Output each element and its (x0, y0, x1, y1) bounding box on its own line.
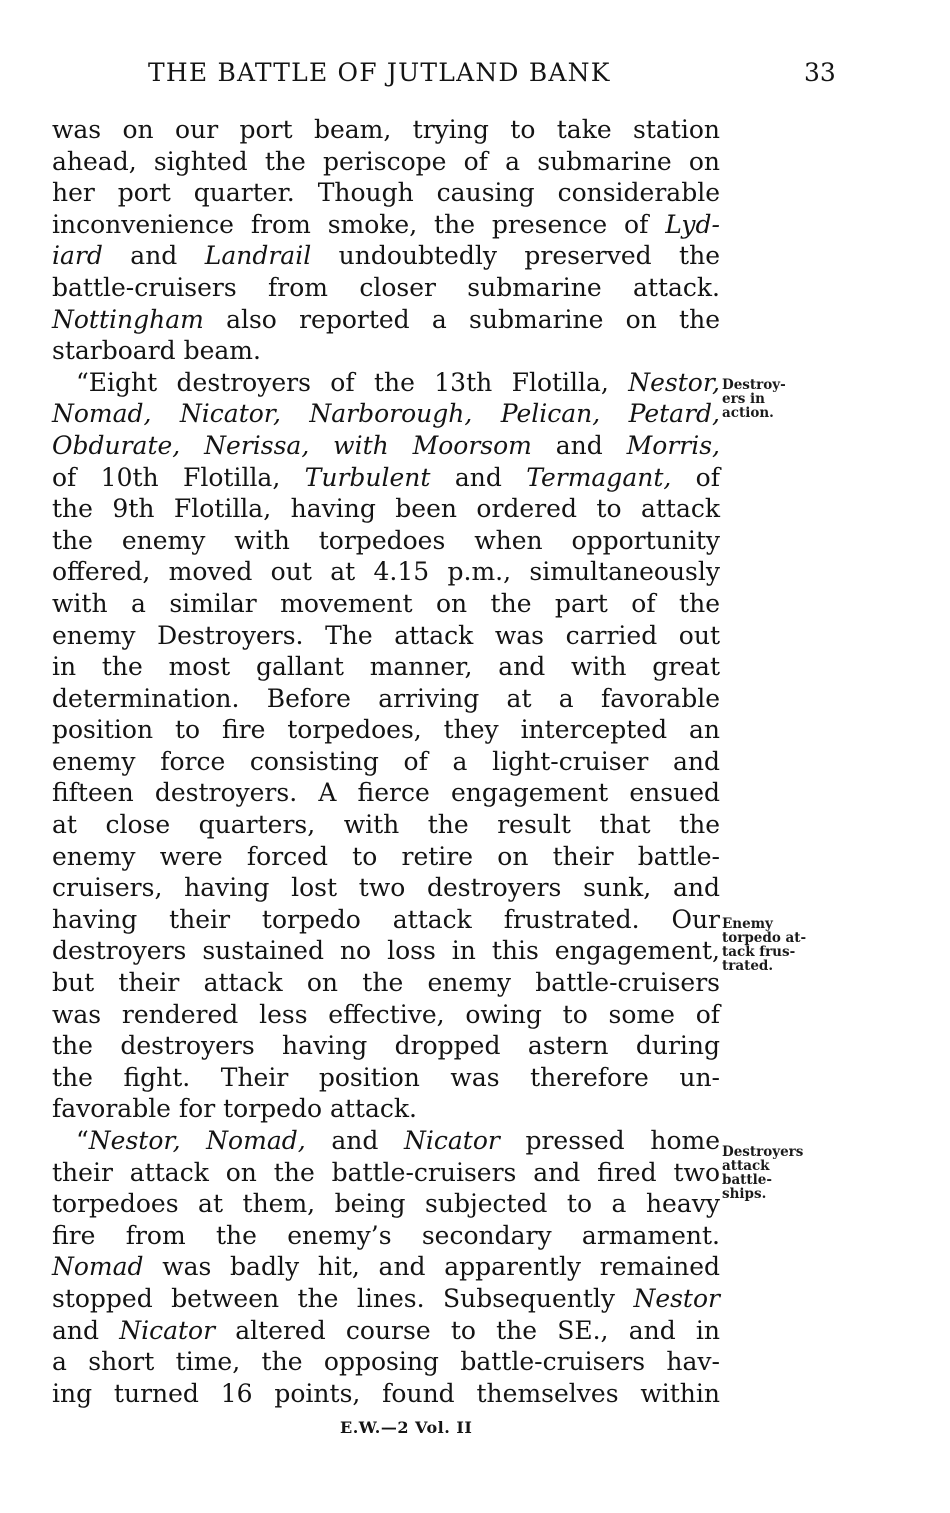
text-line (52, 1283, 720, 1315)
text-segment: Nomad (52, 1252, 144, 1282)
running-header (0, 50, 950, 90)
text-segment: was badly hit, and apparently remained (143, 1252, 720, 1282)
text-segment: the fight. Their position was therefore un- (52, 1062, 720, 1092)
text-segment: cruisers, having lost two destroyers sunk, and (52, 873, 720, 903)
text-segment: a short time, the opposing battle-cruisers hav- (52, 1347, 720, 1377)
text-line (52, 177, 720, 209)
text-segment: favorable for torpedo attack. (52, 1094, 417, 1124)
text-line (52, 1157, 720, 1189)
text-segment: battle-cruisers from closer submarine attack. (52, 272, 720, 302)
text-segment: Nestor, Nomad, (88, 1126, 306, 1155)
text-segment: inconvenience from smoke, the presence of (52, 209, 666, 239)
text-line (52, 493, 720, 525)
text-line (52, 746, 720, 778)
text-line (52, 146, 720, 178)
text-segment: pressed home (499, 1126, 720, 1155)
sidenote-line: ers in (722, 391, 765, 407)
sidenote-line: trated. (722, 958, 774, 974)
text-line (52, 335, 720, 367)
text-line (52, 651, 720, 683)
text-line (52, 556, 720, 588)
text-line (52, 1220, 720, 1252)
text-segment: enemy force consisting of a light-cruiser and (52, 746, 720, 776)
text-line (52, 588, 720, 620)
text-segment: their attack on the battle-cruisers and fired two (52, 1157, 720, 1187)
text-line (52, 1378, 720, 1410)
text-line (52, 114, 720, 146)
text-line (52, 999, 720, 1031)
text-segment: was rendered less effective, owing to some of (52, 999, 720, 1029)
body-text (52, 114, 720, 1409)
sidenote-destroyers-attack (722, 1145, 803, 1201)
sidenote-line: battle- (722, 1172, 772, 1188)
text-segment: destroyers sustained no loss in this engagement, (52, 936, 720, 966)
text-segment: and (102, 241, 205, 271)
text-line (52, 841, 720, 873)
text-line (52, 935, 720, 967)
text-line (52, 304, 720, 336)
text-line (52, 904, 720, 936)
text-segment: torpedoes at them, being subjected to a heavy (52, 1189, 720, 1219)
text-segment: “Eight destroyers of the 13th Flotilla, (76, 367, 629, 397)
text-line (52, 525, 720, 557)
text-segment: offered, moved out at 4.15 p.m., simultaneously (52, 557, 720, 587)
text-segment: Termagant, (526, 462, 672, 492)
text-segment: Nottingham (52, 304, 204, 334)
text-line (52, 272, 720, 304)
text-segment: “ (76, 1126, 89, 1155)
text-segment: Turbulent (304, 462, 431, 492)
text-segment: Nestor (633, 1283, 720, 1313)
text-segment: stopped between the lines. Subsequently (52, 1283, 634, 1313)
text-segment: and (305, 1126, 404, 1155)
text-segment: and (531, 430, 627, 460)
text-segment: Nestor, (628, 367, 720, 397)
text-segment: Nicator (119, 1315, 216, 1345)
text-segment: Obdurate, Nerissa, with Moorsom (52, 430, 532, 460)
text-segment: was on our port beam, trying to take station (52, 115, 720, 144)
text-segment: iard (52, 241, 103, 271)
text-line (52, 777, 720, 809)
text-line (52, 809, 720, 841)
text-segment: Nicator (404, 1126, 500, 1155)
text-segment: determination. Before arriving at a favorable (52, 683, 720, 713)
text-segment: and (52, 1315, 120, 1345)
text-segment: starboard beam. (52, 336, 261, 366)
running-title: THE BATTLE OF JUTLAND BANK (148, 58, 611, 87)
text-segment: of 10th Flotilla, (52, 462, 305, 492)
text-segment: enemy were forced to retire on their battle- (52, 841, 720, 871)
text-line (52, 714, 720, 746)
sidenote-line: tack frus- (722, 944, 796, 960)
text-line (52, 1125, 720, 1157)
text-line (52, 240, 720, 272)
sidenote-line: Destroyers (722, 1144, 804, 1160)
text-line (52, 967, 720, 999)
page-number: 33 (804, 58, 836, 87)
text-segment: also reported a submarine on the (203, 304, 720, 334)
text-line (52, 1093, 720, 1125)
text-segment: altered course to the SE., and in (215, 1315, 720, 1345)
text-segment: Morris, (626, 430, 720, 460)
text-line (52, 367, 720, 399)
text-segment: the enemy with torpedoes when opportunity (52, 525, 720, 555)
text-segment: having their torpedo attack frustrated. Our (52, 904, 720, 934)
sidenote-line: Destroy- (722, 377, 786, 393)
text-segment: at close quarters, with the result that the (52, 810, 720, 840)
text-line (52, 683, 720, 715)
text-line (52, 398, 720, 430)
text-segment: her port quarter. Though causing considerable (52, 178, 720, 208)
text-segment: fifteen destroyers. A fierce engagement ensued (52, 778, 720, 808)
text-line (52, 209, 720, 241)
text-line (52, 430, 720, 462)
sidenote-enemy-attack-frustrated (722, 917, 806, 973)
sidenote-destroyers-in-action (722, 378, 786, 420)
text-line (52, 1251, 720, 1283)
text-segment: in the most gallant manner, and with great (52, 652, 720, 682)
text-segment: enemy Destroyers. The attack was carried out (52, 620, 720, 650)
text-line (52, 1062, 720, 1094)
text-segment: the 9th Flotilla, having been ordered to attack (52, 494, 720, 524)
text-segment: Nomad, Nicator, Narborough, Pelican, Petard, (52, 399, 720, 429)
text-segment: with a similar movement on the part of the (52, 588, 720, 618)
text-segment: position to fire torpedoes, they intercepted an (52, 715, 720, 745)
sidenote-line: action. (722, 405, 774, 421)
text-segment: Lyd- (665, 209, 720, 239)
sidenote-line: torpedo at- (722, 930, 807, 946)
text-segment: undoubtedly preserved the (311, 241, 721, 271)
sidenote-line: attack (722, 1158, 770, 1174)
text-segment: of (671, 462, 720, 492)
text-line (52, 1315, 720, 1347)
text-line (52, 462, 720, 494)
text-line (52, 620, 720, 652)
text-segment: ing turned 16 points, found themselves within (52, 1378, 720, 1408)
sidenote-line: Enemy (722, 916, 773, 932)
text-line (52, 1346, 720, 1378)
text-segment: the destroyers having dropped astern during (52, 1031, 720, 1061)
text-line (52, 872, 720, 904)
text-line (52, 1030, 720, 1062)
text-line (52, 1188, 720, 1220)
text-segment: but their attack on the enemy battle-cruisers (52, 968, 720, 998)
text-segment: Landrail (204, 241, 312, 271)
text-segment: and (430, 462, 527, 492)
text-segment: fire from the enemy’s secondary armament. (52, 1220, 720, 1250)
printer-signature: E.W.—2 Vol. II (340, 1418, 473, 1437)
sidenote-line: ships. (722, 1186, 767, 1202)
text-segment: ahead, sighted the periscope of a submarine on (52, 146, 720, 176)
